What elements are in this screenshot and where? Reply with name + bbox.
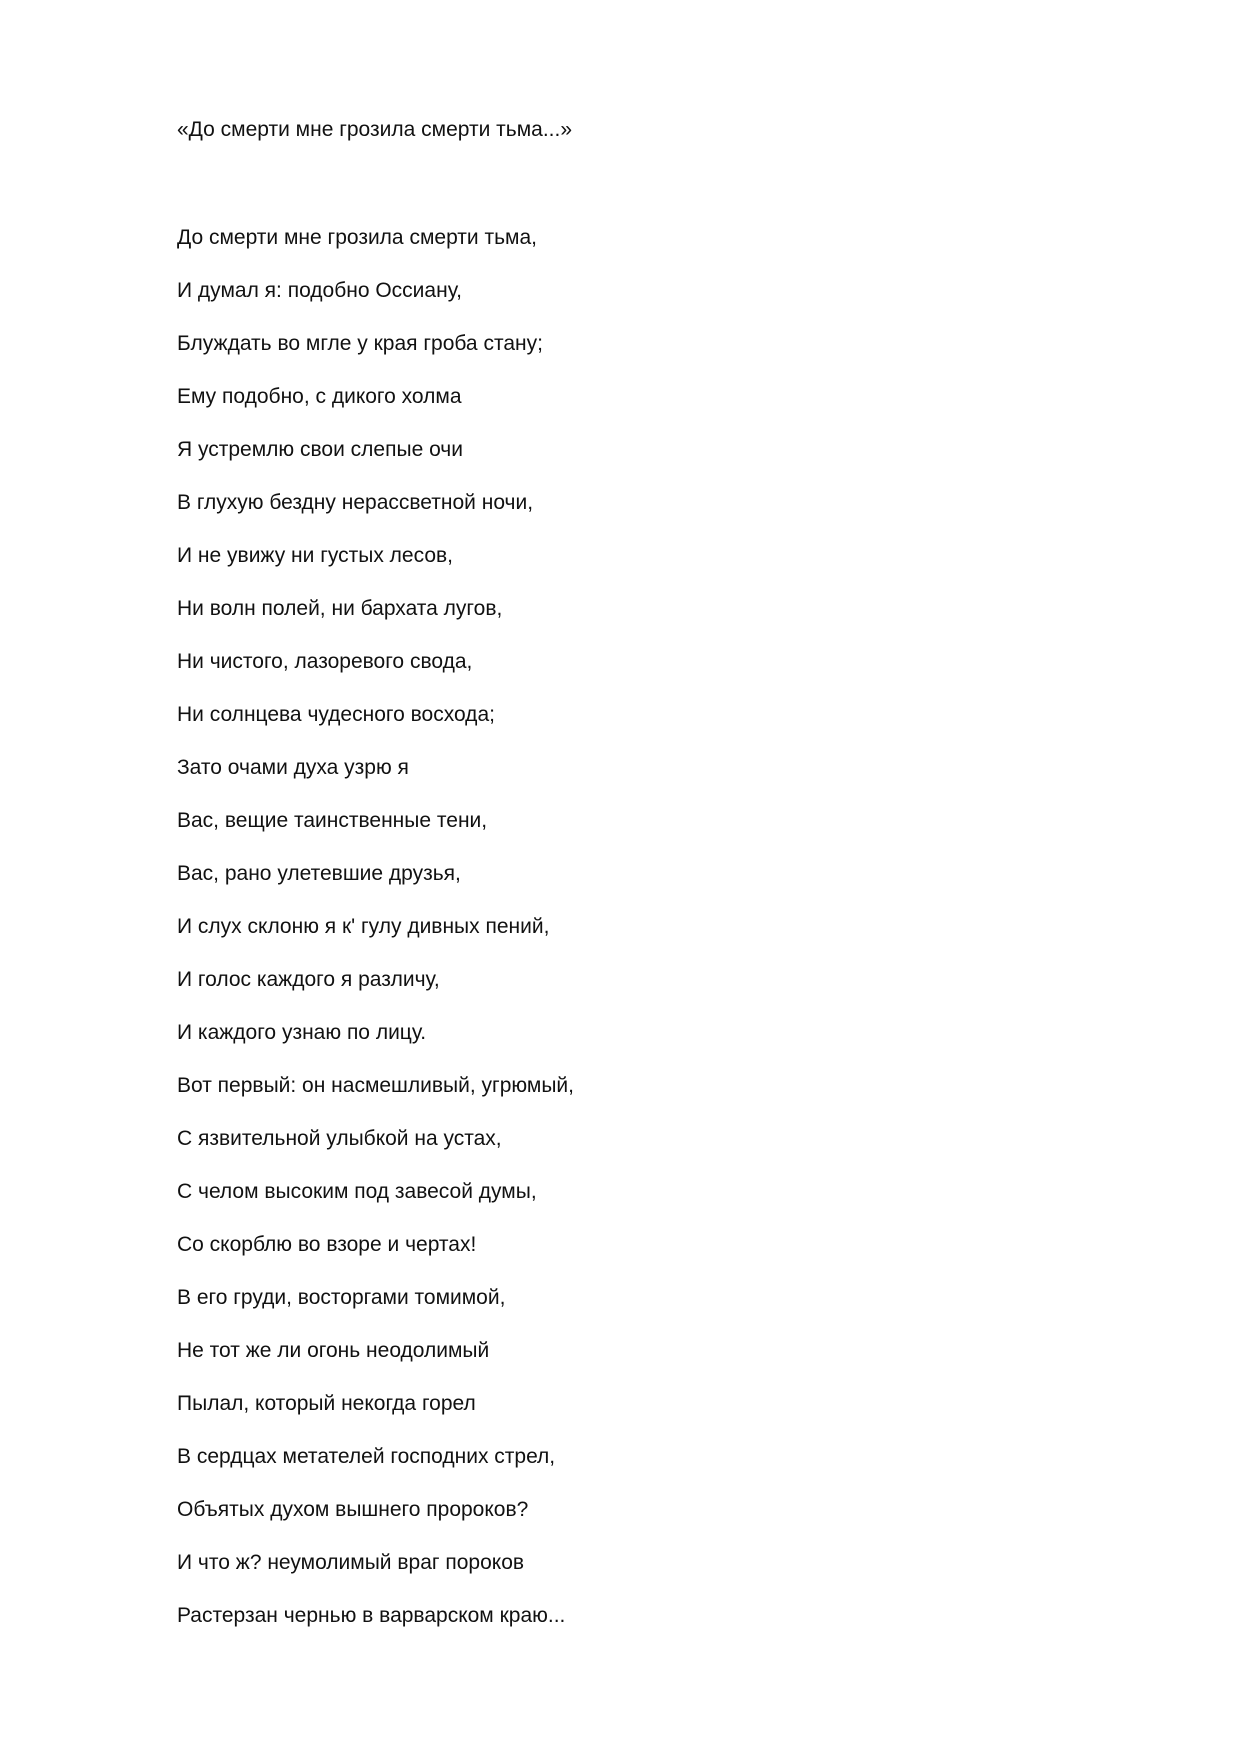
- poem-line: Растерзан чернью в варварском краю...: [177, 1604, 566, 1627]
- poem-line: И голос каждого я различу,: [177, 968, 440, 991]
- poem-line: В его груди, восторгами томимой,: [177, 1286, 506, 1309]
- poem-line: Блуждать во мгле у края гроба стану;: [177, 332, 543, 355]
- poem-line: В глухую бездну нерассветной ночи,: [177, 491, 534, 514]
- poem-line: Ему подобно, с дикого холма: [177, 385, 462, 408]
- poem-line: Со скорблю во взоре и чертах!: [177, 1233, 477, 1256]
- poem-line: Пылал, который некогда горел: [177, 1392, 476, 1415]
- poem-line: Вот первый: он насмешливый, угрюмый,: [177, 1074, 574, 1097]
- poem-line: И что ж? неумолимый враг пороков: [177, 1551, 525, 1574]
- poem-line: Объятых духом вышнего пророков?: [177, 1498, 529, 1521]
- poem-line: С челом высоким под завесой думы,: [177, 1180, 537, 1203]
- poem-line: С язвительной улыбкой на устах,: [177, 1127, 502, 1150]
- poem-line: В сердцах метателей господних стрел,: [177, 1445, 556, 1468]
- poem-line: И каждого узнаю по лицу.: [177, 1021, 427, 1044]
- poem-line: Я устремлю свои слепые очи: [177, 438, 463, 461]
- poem-line: И думал я: подобно Оссиану,: [177, 279, 462, 302]
- poem-line: Ни солнцева чудесного восхода;: [177, 703, 495, 726]
- poem-line: И не увижу ни густых лесов,: [177, 544, 454, 567]
- poem-line: Ни волн полей, ни бархата лугов,: [177, 597, 503, 620]
- poem-line: До смерти мне грозила смерти тьма,: [177, 226, 537, 249]
- poem-title: «До смерти мне грозила смерти тьма...»: [177, 118, 573, 141]
- poem-line: Не тот же ли огонь неодолимый: [177, 1339, 490, 1362]
- poem-line: Вас, вещие таинственные тени,: [177, 809, 488, 832]
- poem-line: Вас, рано улетевшие друзья,: [177, 862, 461, 885]
- poem-line: Зато очами духа узрю я: [177, 756, 409, 779]
- poem-body: [177, 225, 574, 1656]
- poem-line: И слух склоню я к' гулу дивных пений,: [177, 915, 550, 938]
- poem-line: Ни чистого, лазоревого свода,: [177, 650, 473, 673]
